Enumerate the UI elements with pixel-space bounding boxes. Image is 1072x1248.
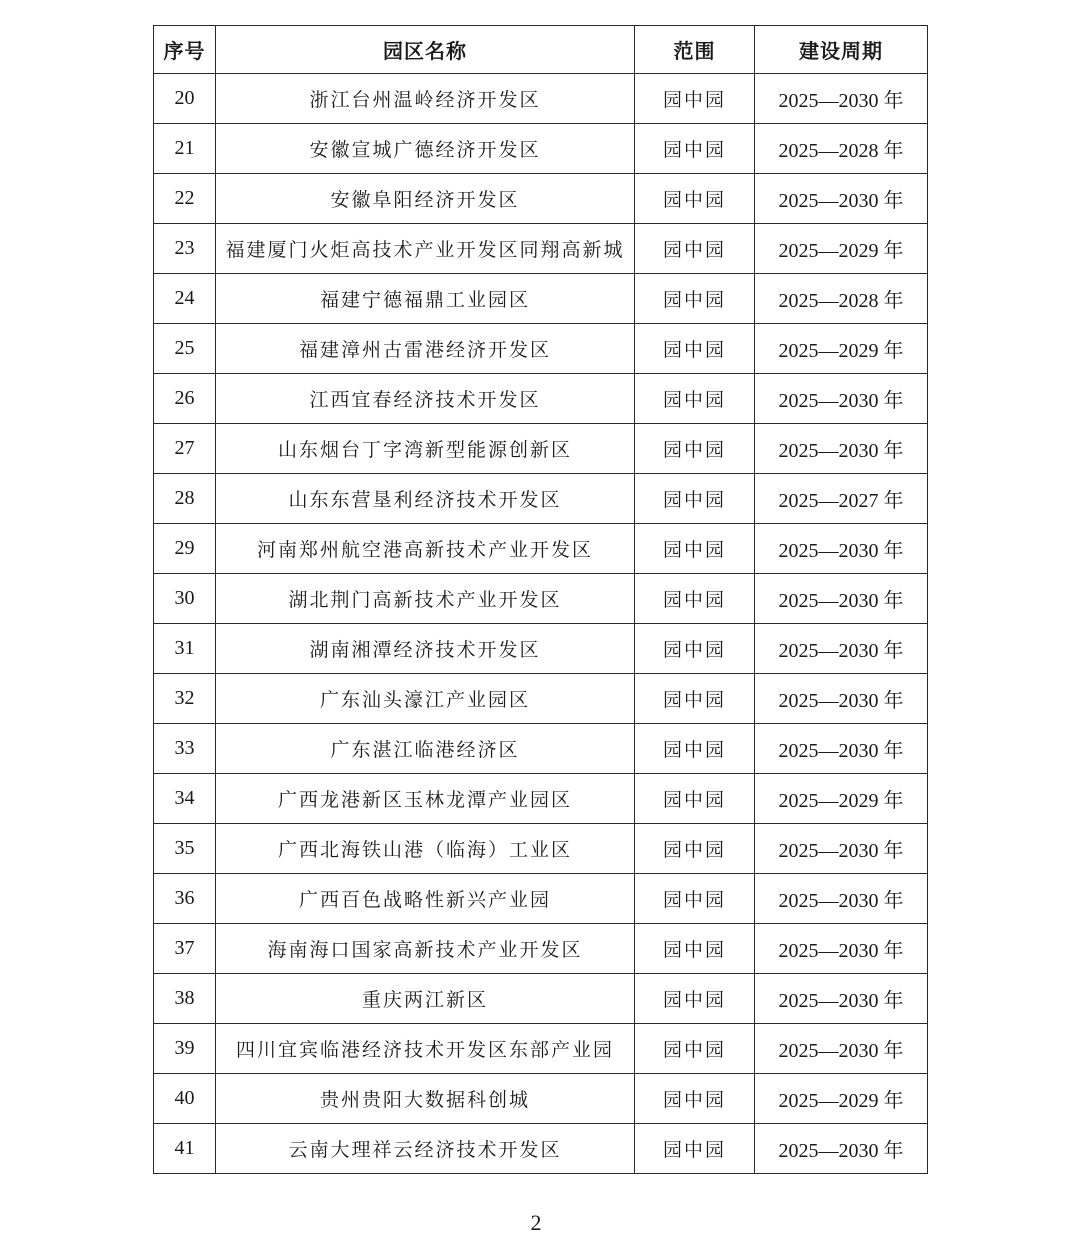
- row-park-name: 福建厦门火炬高技术产业开发区同翔高新城: [216, 224, 635, 274]
- row-period: 2025—2030 年: [755, 424, 928, 474]
- row-period: 2025—2029 年: [755, 324, 928, 374]
- row-index: 32: [154, 674, 216, 724]
- row-scope: 园中园: [635, 474, 755, 524]
- row-period: 2025—2030 年: [755, 874, 928, 924]
- row-scope: 园中园: [635, 624, 755, 674]
- table-row: [154, 174, 928, 224]
- row-index: 39: [154, 1024, 216, 1074]
- row-scope: 园中园: [635, 824, 755, 874]
- row-period: 2025—2030 年: [755, 374, 928, 424]
- table-row: [154, 774, 928, 824]
- row-scope: 园中园: [635, 124, 755, 174]
- row-period: 2025—2030 年: [755, 824, 928, 874]
- row-scope: 园中园: [635, 874, 755, 924]
- row-scope: 园中园: [635, 1124, 755, 1174]
- row-park-name: 四川宜宾临港经济技术开发区东部产业园: [216, 1024, 635, 1074]
- header-index: 序号: [154, 26, 216, 74]
- table-row: [154, 624, 928, 674]
- row-period: 2025—2030 年: [755, 974, 928, 1024]
- row-period: 2025—2030 年: [755, 1124, 928, 1174]
- parks-table: [153, 25, 928, 1174]
- row-scope: 园中园: [635, 224, 755, 274]
- row-period: 2025—2030 年: [755, 524, 928, 574]
- row-index: 36: [154, 874, 216, 924]
- row-park-name: 安徽阜阳经济开发区: [216, 174, 635, 224]
- row-scope: 园中园: [635, 274, 755, 324]
- table-header: [154, 26, 928, 74]
- row-park-name: 海南海口国家高新技术产业开发区: [216, 924, 635, 974]
- table-row: [154, 924, 928, 974]
- row-index: 41: [154, 1124, 216, 1174]
- row-index: 23: [154, 224, 216, 274]
- table-row: [154, 474, 928, 524]
- row-scope: 园中园: [635, 574, 755, 624]
- row-index: 33: [154, 724, 216, 774]
- row-park-name: 山东东营垦利经济技术开发区: [216, 474, 635, 524]
- row-index: 28: [154, 474, 216, 524]
- row-park-name: 广西百色战略性新兴产业园: [216, 874, 635, 924]
- row-scope: 园中园: [635, 1024, 755, 1074]
- row-period: 2025—2030 年: [755, 1024, 928, 1074]
- table-row: [154, 524, 928, 574]
- row-index: 31: [154, 624, 216, 674]
- row-index: 34: [154, 774, 216, 824]
- row-park-name: 江西宜春经济技术开发区: [216, 374, 635, 424]
- row-park-name: 福建漳州古雷港经济开发区: [216, 324, 635, 374]
- header-scope: 范围: [635, 26, 755, 74]
- row-park-name: 广西龙港新区玉林龙潭产业园区: [216, 774, 635, 824]
- row-park-name: 广东湛江临港经济区: [216, 724, 635, 774]
- page-number: 2: [530, 1210, 542, 1235]
- row-index: 30: [154, 574, 216, 624]
- table-row: [154, 124, 928, 174]
- row-scope: 园中园: [635, 724, 755, 774]
- row-period: 2025—2028 年: [755, 274, 928, 324]
- row-period: 2025—2030 年: [755, 174, 928, 224]
- row-index: 26: [154, 374, 216, 424]
- row-period: 2025—2030 年: [755, 924, 928, 974]
- row-scope: 园中园: [635, 374, 755, 424]
- table-row: [154, 974, 928, 1024]
- table-row: [154, 1024, 928, 1074]
- header-name: 园区名称: [216, 26, 635, 74]
- row-park-name: 山东烟台丁字湾新型能源创新区: [216, 424, 635, 474]
- table-row: [154, 874, 928, 924]
- table-row: [154, 274, 928, 324]
- row-period: 2025—2029 年: [755, 774, 928, 824]
- row-period: 2025—2030 年: [755, 624, 928, 674]
- table-row: [154, 674, 928, 724]
- row-index: 22: [154, 174, 216, 224]
- row-period: 2025—2030 年: [755, 724, 928, 774]
- row-period: 2025—2030 年: [755, 74, 928, 124]
- row-period: 2025—2028 年: [755, 124, 928, 174]
- row-scope: 园中园: [635, 174, 755, 224]
- header-row: [154, 26, 928, 74]
- row-park-name: 广东汕头濠江产业园区: [216, 674, 635, 724]
- row-park-name: 贵州贵阳大数据科创城: [216, 1074, 635, 1124]
- row-index: 25: [154, 324, 216, 374]
- row-scope: 园中园: [635, 1074, 755, 1124]
- row-index: 40: [154, 1074, 216, 1124]
- table-row: [154, 824, 928, 874]
- row-scope: 园中园: [635, 674, 755, 724]
- table-row: [154, 724, 928, 774]
- table-row: [154, 1074, 928, 1124]
- row-scope: 园中园: [635, 774, 755, 824]
- table-row: [154, 424, 928, 474]
- row-park-name: 浙江台州温岭经济开发区: [216, 74, 635, 124]
- table-body: [154, 74, 928, 1174]
- row-scope: 园中园: [635, 924, 755, 974]
- row-park-name: 安徽宣城广德经济开发区: [216, 124, 635, 174]
- row-period: 2025—2029 年: [755, 224, 928, 274]
- header-period: 建设周期: [755, 26, 928, 74]
- table-row: [154, 1124, 928, 1174]
- row-park-name: 福建宁德福鼎工业园区: [216, 274, 635, 324]
- row-index: 21: [154, 124, 216, 174]
- row-park-name: 湖南湘潭经济技术开发区: [216, 624, 635, 674]
- row-period: 2025—2030 年: [755, 574, 928, 624]
- table-row: [154, 224, 928, 274]
- row-index: 20: [154, 74, 216, 124]
- row-park-name: 云南大理祥云经济技术开发区: [216, 1124, 635, 1174]
- row-park-name: 广西北海铁山港（临海）工业区: [216, 824, 635, 874]
- row-index: 27: [154, 424, 216, 474]
- table-row: [154, 324, 928, 374]
- table-row: [154, 574, 928, 624]
- table-row: [154, 74, 928, 124]
- row-period: 2025—2029 年: [755, 1074, 928, 1124]
- row-scope: 园中园: [635, 974, 755, 1024]
- row-park-name: 河南郑州航空港高新技术产业开发区: [216, 524, 635, 574]
- row-park-name: 湖北荆门高新技术产业开发区: [216, 574, 635, 624]
- row-index: 24: [154, 274, 216, 324]
- row-scope: 园中园: [635, 74, 755, 124]
- row-index: 38: [154, 974, 216, 1024]
- row-scope: 园中园: [635, 424, 755, 474]
- row-index: 29: [154, 524, 216, 574]
- row-period: 2025—2030 年: [755, 674, 928, 724]
- row-index: 37: [154, 924, 216, 974]
- row-scope: 园中园: [635, 324, 755, 374]
- table-row: [154, 374, 928, 424]
- row-index: 35: [154, 824, 216, 874]
- row-park-name: 重庆两江新区: [216, 974, 635, 1024]
- row-scope: 园中园: [635, 524, 755, 574]
- row-period: 2025—2027 年: [755, 474, 928, 524]
